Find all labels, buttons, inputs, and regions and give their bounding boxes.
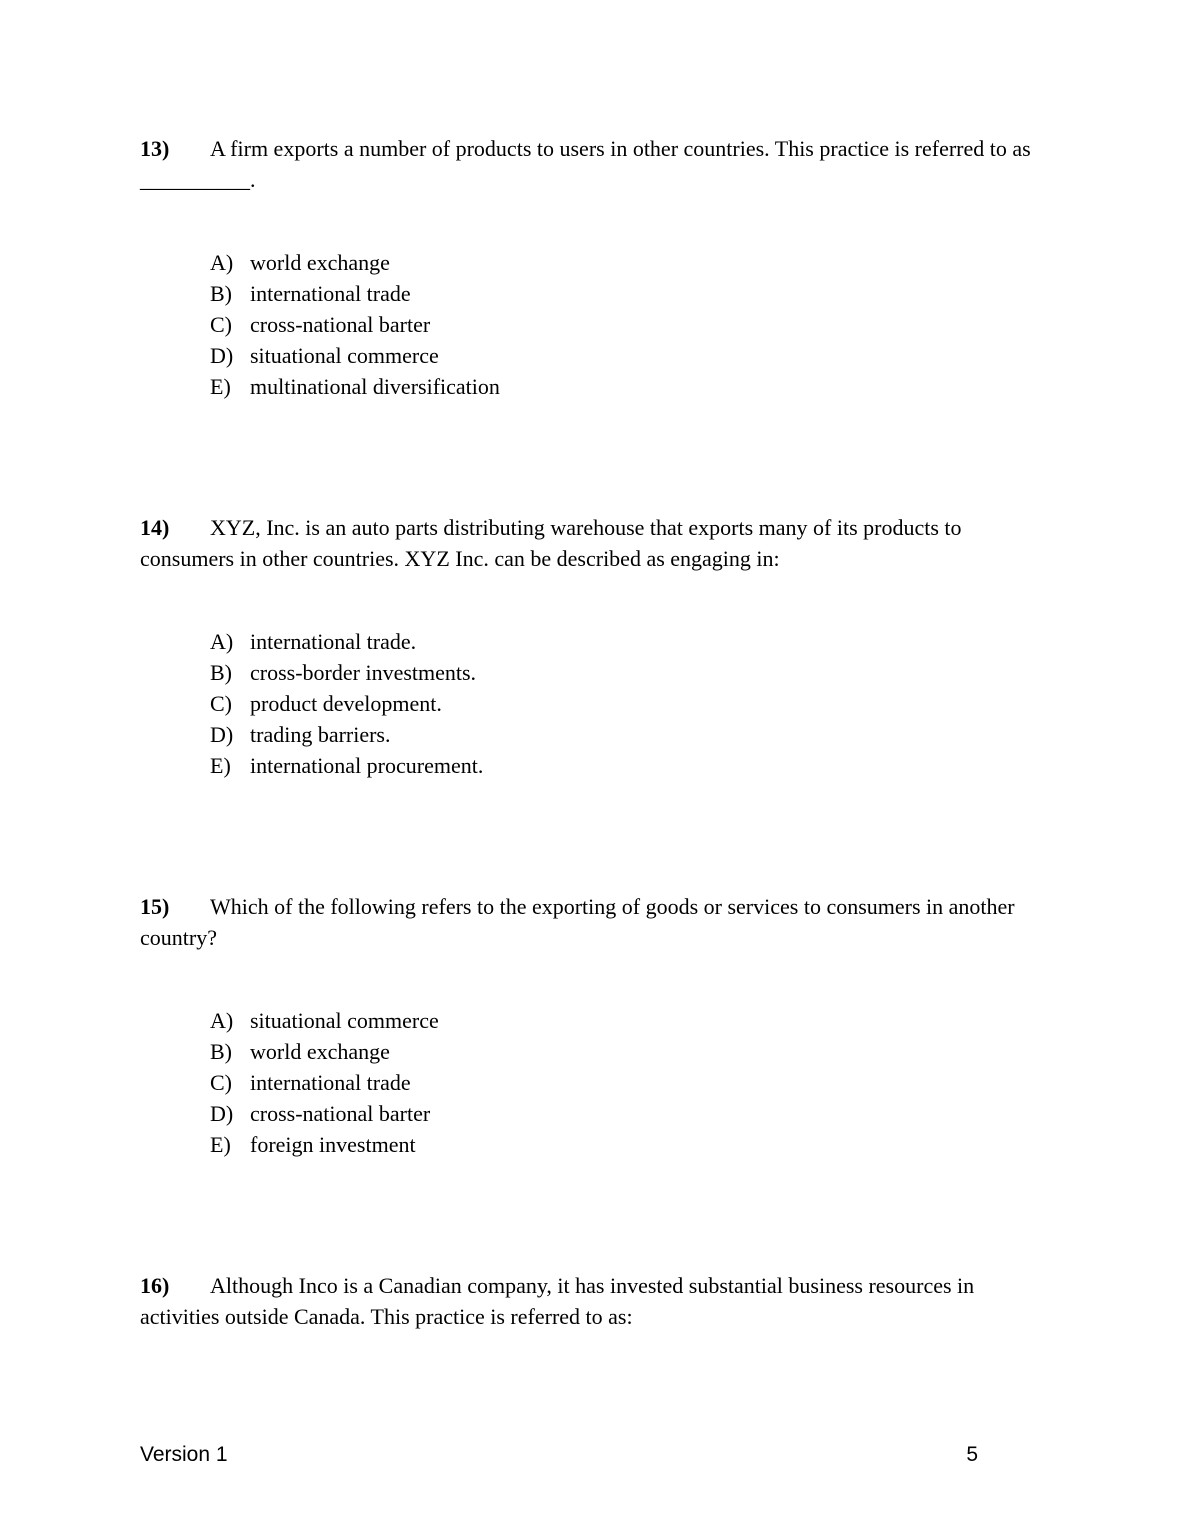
question-13	[140, 133, 1040, 402]
option-14-d-text: trading barriers.	[250, 722, 391, 747]
option-15-e	[210, 1129, 1040, 1160]
option-14-c-letter: C)	[210, 691, 232, 716]
footer-version-label: Version 1	[140, 1443, 228, 1466]
question-15	[140, 891, 1040, 1160]
option-14-b-text: cross-border investments.	[250, 660, 477, 685]
question-15-options	[140, 1005, 1040, 1160]
question-13-text: A firm exports a number of products to users in other countries. This practice is referred to as __________.	[140, 136, 1031, 192]
question-16-stem	[140, 1270, 1040, 1332]
option-14-b	[210, 657, 1040, 688]
option-13-c-letter: C)	[210, 312, 232, 337]
option-13-a-text: world exchange	[250, 250, 390, 275]
question-16	[140, 1270, 1040, 1332]
option-13-c-text: cross-national barter	[250, 312, 431, 337]
option-13-a-letter: A)	[210, 250, 234, 275]
option-13-e	[210, 371, 1040, 402]
question-13-number: 13)	[140, 136, 170, 161]
option-15-b-text: world exchange	[250, 1039, 390, 1064]
option-15-a-text: situational commerce	[250, 1008, 439, 1033]
option-14-a	[210, 626, 1040, 657]
option-15-b	[210, 1036, 1040, 1067]
question-16-number: 16)	[140, 1273, 170, 1298]
option-15-c-letter: C)	[210, 1070, 232, 1095]
option-13-b-letter: B)	[210, 281, 232, 306]
option-14-e	[210, 750, 1040, 781]
option-13-d-letter: D)	[210, 343, 234, 368]
question-14-text: XYZ, Inc. is an auto parts distributing warehouse that exports many of its products to consumers in other countries. XYZ Inc. can be described as engaging in:	[140, 515, 962, 571]
option-14-a-text: international trade.	[250, 629, 417, 654]
option-15-b-letter: B)	[210, 1039, 232, 1064]
option-14-d	[210, 719, 1040, 750]
option-14-b-letter: B)	[210, 660, 232, 685]
option-15-d-letter: D)	[210, 1101, 234, 1126]
option-15-d	[210, 1098, 1040, 1129]
question-15-stem	[140, 891, 1040, 953]
option-13-e-letter: E)	[210, 374, 231, 399]
footer-page-number: 5	[966, 1443, 978, 1466]
option-14-a-letter: A)	[210, 629, 234, 654]
option-15-e-text: foreign investment	[250, 1132, 416, 1157]
question-15-number: 15)	[140, 894, 170, 919]
option-14-c	[210, 688, 1040, 719]
question-14-stem	[140, 512, 1040, 574]
option-14-e-text: international procurement.	[250, 753, 484, 778]
question-13-stem	[140, 133, 1040, 195]
option-15-c	[210, 1067, 1040, 1098]
option-15-a-letter: A)	[210, 1008, 234, 1033]
question-13-options	[140, 247, 1040, 402]
option-13-d	[210, 340, 1040, 371]
option-13-b	[210, 278, 1040, 309]
option-13-b-text: international trade	[250, 281, 411, 306]
option-15-d-text: cross-national barter	[250, 1101, 431, 1126]
option-15-c-text: international trade	[250, 1070, 411, 1095]
question-14	[140, 512, 1040, 781]
page-footer	[140, 1441, 978, 1469]
option-14-e-letter: E)	[210, 753, 231, 778]
option-15-a	[210, 1005, 1040, 1036]
question-15-text: Which of the following refers to the exporting of goods or services to consumers in another country?	[140, 894, 1015, 950]
option-13-c	[210, 309, 1040, 340]
option-15-e-letter: E)	[210, 1132, 231, 1157]
question-14-options	[140, 626, 1040, 781]
question-16-text: Although Inco is a Canadian company, it has invested substantial business resources in activities outside Canada. This practice is referred to as:	[140, 1273, 975, 1329]
option-13-d-text: situational commerce	[250, 343, 439, 368]
option-13-e-text: multinational diversification	[250, 374, 500, 399]
option-14-d-letter: D)	[210, 722, 234, 747]
question-14-number: 14)	[140, 515, 170, 540]
option-13-a	[210, 247, 1040, 278]
option-14-c-text: product development.	[250, 691, 442, 716]
